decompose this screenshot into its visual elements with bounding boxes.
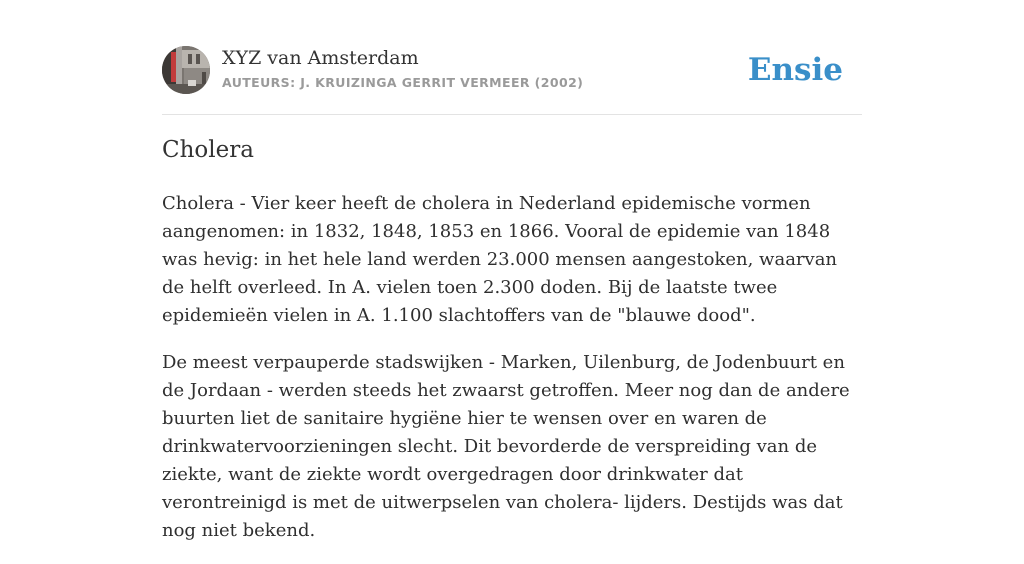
book-cover-photo-icon: [162, 46, 210, 94]
ensie-logo-link[interactable]: Ensie: [747, 52, 843, 88]
book-title[interactable]: XYZ van Amsterdam: [222, 47, 419, 69]
paragraph-2: De meest verpauperde stadswijken - Marken, Uilenburg, de Jodenbuurt en de Jordaan - werden steeds het zwaarst getroffen. Meer nog dan de andere buurten liet de sanitaire hygiëne hier te wensen over en waren de drinkwatervoorzieningen slecht. Dit bevorderde de verspreiding van de ziekte, want de ziekte wordt overgedragen door drinkwater dat verontreinigd is met de uitwerpselen van cholera- lijders. Destijds was dat nog niet bekend.: [162, 352, 850, 541]
authors-line: AUTEURS: J. KRUIZINGA GERRIT VERMEER (2002): [222, 75, 584, 90]
book-cover-avatar[interactable]: [162, 46, 210, 94]
paragraph-1: Cholera - Vier keer heeft de cholera in Nederland epidemische vormen aangenomen: in 1832, 1848, 1853 en 1866. Vooral de epidemie van 1848 was hevig: in het hele land werden 23.000 mensen aangestoken, waarvan de helft overleed. In A. vielen toen 2.300 doden. Bij de laatste twee epidemieën vielen in A. 1.100 slachtoffers van de "blauwe dood".: [162, 193, 838, 326]
header: [162, 46, 862, 115]
article-title: Cholera: [162, 137, 254, 163]
article-body: [162, 190, 862, 564]
